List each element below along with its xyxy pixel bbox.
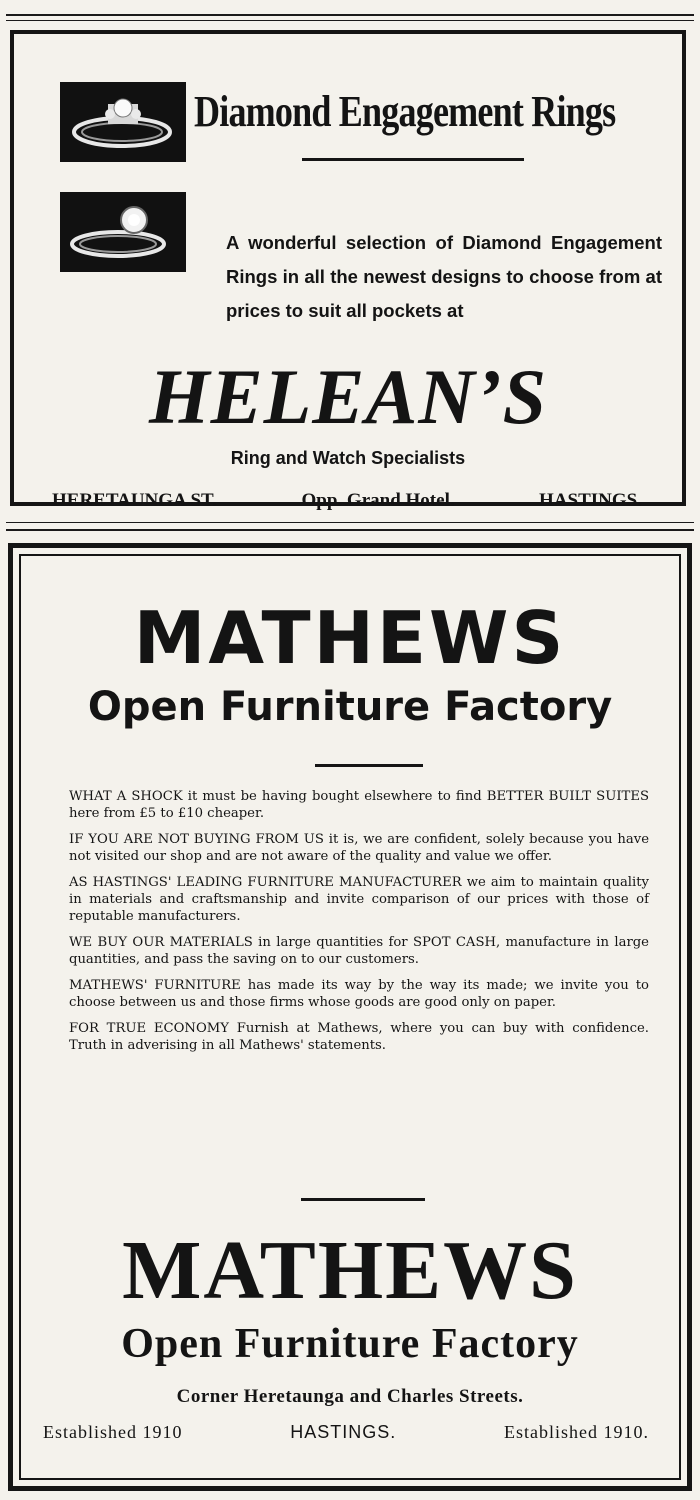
ring-photo-bottom [60, 192, 186, 272]
ad-title: Diamond Engagement Rings [194, 87, 616, 136]
body-paragraph: AS HASTINGS' LEADING FURNITURE MANUFACTURER we aim to maintain quality in materials and craftsmanship and invite comparison of our prices with those of reputable manufacturers. [69, 875, 649, 924]
mathews-location: Corner Heretaunga and Charles Streets. [176, 1386, 524, 1407]
mathews-footer-subheading: Open Furniture Factory [121, 1321, 579, 1367]
mathews-subheading: Open Furniture Factory [87, 684, 613, 730]
body-paragraph: MATHEWS' FURNITURE has made its way by the way its made; we invite you to choose between us and those firms whose goods are good only on paper. [69, 978, 649, 1010]
brand-tagline: Ring and Watch Specialists [230, 448, 466, 468]
body-paragraph: FOR TRUE ECONOMY Furnish at Mathews, where you can buy with confidence. Truth in adverising in all Mathews' statements. [69, 1021, 649, 1053]
ring-photo-top [60, 82, 186, 162]
top-border-rule [6, 14, 694, 16]
ad-description: A wonderful selection of Diamond Engagement Rings in all the newest designs to choose from at prices to suit all pockets at [226, 232, 662, 321]
ad-body-copy [69, 788, 649, 1063]
mathews-heading: MATHEWS [133, 596, 567, 680]
address-street: HERETAUNGA ST. [52, 490, 218, 511]
divider-rule [301, 1198, 425, 1201]
diamond-ring-icon [64, 196, 182, 268]
established-left: Established 1910 [43, 1422, 183, 1442]
address-landmark: Opp. Grand Hotel. [301, 490, 455, 511]
mathews-inner-frame [19, 554, 681, 1480]
brand-name: HELEAN’S [148, 353, 548, 440]
divider-rule [302, 158, 524, 161]
diamond-ring-icon [64, 86, 182, 158]
established-right: Established 1910. [503, 1422, 649, 1442]
body-paragraph: WHAT A SHOCK it must be having bought elsewhere to find BETTER BUILT SUITES here from £5 to £10 cheaper. [69, 789, 649, 821]
mathews-footer-line [43, 1422, 649, 1443]
separator-rule [6, 522, 694, 523]
mathews-advertisement [8, 543, 692, 1491]
body-paragraph: WE BUY OUR MATERIALS in large quantities for SPOT CASH, manufacture in large quantities, and pass the saving on to our customers. [69, 935, 649, 967]
store-address [52, 490, 642, 512]
body-paragraph: IF YOU ARE NOT BUYING FROM US it is, we are confident, solely because you have not visited our shop and are not aware of the quality and value we offer. [69, 832, 649, 864]
top-border-rule-2 [6, 20, 694, 21]
address-town: HASTINGS. [539, 490, 642, 511]
divider-rule [315, 764, 423, 767]
mathews-footer-heading: MATHEWS [122, 1224, 578, 1317]
mathews-town: HASTINGS. [290, 1422, 397, 1442]
heleans-advertisement [10, 30, 686, 511]
separator-rule-2 [6, 529, 694, 531]
